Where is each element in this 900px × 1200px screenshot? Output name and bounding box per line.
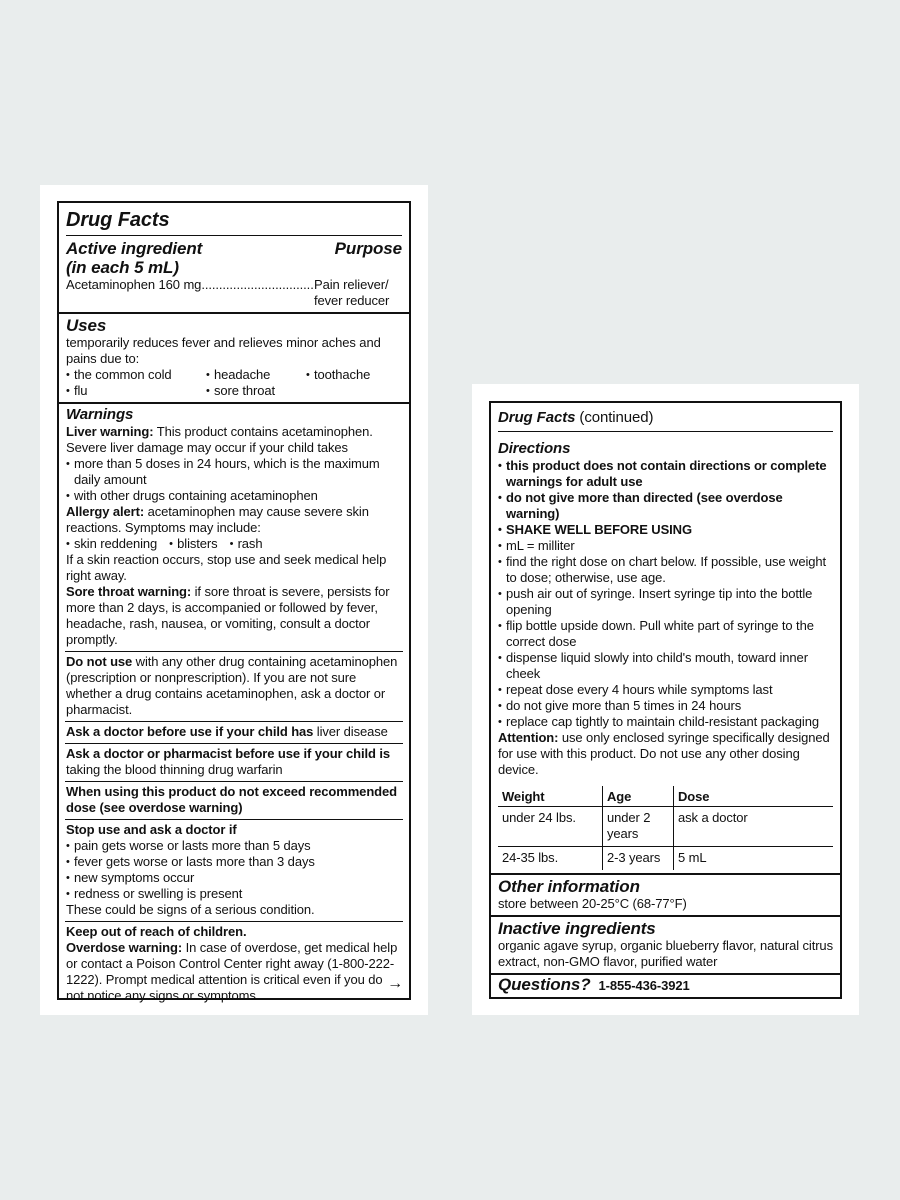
table-header: Dose <box>674 786 834 807</box>
ingredient-name: Acetaminophen 160 mg <box>66 277 202 292</box>
paragraph-lead: Do not use <box>66 654 133 669</box>
paragraph <box>66 784 402 816</box>
bullet-item: • do not give more than 5 times in 24 hours <box>498 698 833 714</box>
questions-phone: 1-855-436-3921 <box>598 978 690 993</box>
continued-title-main: Drug Facts <box>498 409 576 426</box>
continued-title-suffix: (continued) <box>575 409 654 426</box>
paragraph-text: taking the blood thinning drug warfarin <box>66 762 283 777</box>
bullet-list <box>66 838 402 902</box>
bullet-list <box>66 456 402 504</box>
paragraph <box>66 424 402 456</box>
paragraph-lead: Stop use and ask a doctor if <box>66 822 237 837</box>
right-sections <box>491 438 840 973</box>
section-heading: Uses <box>66 316 107 335</box>
paragraph <box>66 940 402 1004</box>
table-header-row <box>498 786 833 807</box>
bullet-columns <box>66 367 402 399</box>
paragraph-lead: When using this product do not exceed recommended dose (see overdose warning) <box>66 784 397 815</box>
section <box>65 921 403 1007</box>
bullet-item: • flu <box>66 383 206 399</box>
drug-facts-panel <box>40 185 428 1015</box>
paragraph <box>66 654 402 718</box>
paragraph <box>66 552 402 584</box>
table-header: Weight <box>498 786 603 807</box>
bullet-item: • find the right dose on chart below. If possible, use weight to dose; otherwise, use age. <box>498 554 833 586</box>
drug-facts-continued-panel <box>472 384 859 1015</box>
paragraph-lead: Attention: <box>498 730 559 745</box>
active-ingredient-row <box>66 277 402 309</box>
bullet-item: • pain gets worse or lasts more than 5 days <box>66 838 402 854</box>
questions-label: Questions? <box>498 975 591 994</box>
paragraph-text: if sore throat is severe, persists for more than 2 days, is accompanied or followed by fever, headache, rash, nausea, or vomiting, consult a doctor promptly. <box>66 584 390 647</box>
paragraph <box>66 822 402 838</box>
section-heading: Directions <box>498 440 571 457</box>
table-cell: 2-3 years <box>603 847 674 871</box>
paragraph-text: In case of overdose, get medical help or contact a Poison Control Center right away (1-800-222-1222). Prompt medical attention is critical even if you do not notice any signs or symptoms. <box>66 940 398 1003</box>
section <box>59 312 409 402</box>
section-heading: Warnings <box>66 406 134 423</box>
bullet-item: • new symptoms occur <box>66 870 402 886</box>
paragraph-lead: Keep out of reach of children. <box>66 924 247 939</box>
bullet-item: • rash <box>230 536 263 552</box>
paragraph-text: If a skin reaction occurs, stop use and seek medical help right away. <box>66 552 387 583</box>
section <box>65 651 403 721</box>
section-heading: Inactive ingredients <box>498 919 656 938</box>
paragraph-text: temporarily reduces fever and relieves minor aches and pains due to: <box>66 335 381 366</box>
bullet-item: • the common cold <box>66 367 206 383</box>
continue-arrow-icon: → <box>387 975 403 992</box>
paragraph-text: with any other drug containing acetaminophen (prescription or nonprescription). If you are not sure whether a drug contains acetaminophen, ask a doctor or pharmacist. <box>66 654 398 717</box>
paragraph-lead: Sore throat warning: <box>66 584 192 599</box>
bullet-item: • headache <box>206 367 306 383</box>
paragraph <box>66 335 402 367</box>
section <box>491 915 840 973</box>
paragraph-text: liver disease <box>313 724 388 739</box>
bullet-item: • more than 5 doses in 24 hours, which is the maximum daily amount <box>66 456 402 488</box>
table-cell: under 2 years <box>603 807 674 847</box>
bullet-item: • flip bottle upside down. Pull white part of syringe to the correct dose <box>498 618 833 650</box>
paragraph <box>66 504 402 536</box>
section-heading: Other information <box>498 877 640 896</box>
section <box>65 721 403 743</box>
table-cell: ask a doctor <box>674 807 834 847</box>
section <box>65 781 403 819</box>
bullet-item: • sore throat <box>206 383 306 399</box>
bullet-item: • replace cap tightly to maintain child-resistant packaging <box>498 714 833 730</box>
table-row <box>498 847 833 871</box>
paragraph <box>498 938 833 970</box>
paragraph <box>66 924 402 940</box>
section <box>491 873 840 915</box>
purpose-heading: Purpose <box>334 239 402 258</box>
bullet-item: • blisters <box>169 536 217 552</box>
bullet-item: • this product does not contain directions or complete warnings for adult use <box>498 458 833 490</box>
bullet-item: • do not give more than directed (see overdose warning) <box>498 490 833 522</box>
section <box>59 402 409 651</box>
section <box>65 743 403 781</box>
paragraph-lead: Liver warning: <box>66 424 154 439</box>
table-cell: 5 mL <box>674 847 834 871</box>
bullet-item: • push air out of syringe. Insert syringe tip into the bottle opening <box>498 586 833 618</box>
leader-dots <box>201 277 314 293</box>
bullet-list <box>498 458 833 730</box>
paragraph <box>498 896 833 912</box>
bullet-columns <box>66 536 402 552</box>
section <box>65 819 403 921</box>
bullet-item: • repeat dose every 4 hours while symptoms last <box>498 682 833 698</box>
questions-section <box>491 973 840 997</box>
bullet-item: • with other drugs containing acetaminophen <box>66 488 402 504</box>
paragraph-lead: Allergy alert: <box>66 504 145 519</box>
bullet-item: • fever gets worse or lasts more than 3 days <box>66 854 402 870</box>
table-header: Age <box>603 786 674 807</box>
paragraph-text: store between 20-25°C (68-77°F) <box>498 896 687 911</box>
paragraph <box>66 724 402 740</box>
left-sections <box>59 312 409 1007</box>
bullet-item: • toothache <box>306 367 396 383</box>
bullet-item: • skin reddening <box>66 536 157 552</box>
bullet-item: • dispense liquid slowly into child's mouth, toward inner cheek <box>498 650 833 682</box>
drug-facts-continued-box <box>489 401 842 999</box>
bullet-item: • redness or swelling is present <box>66 886 402 902</box>
table-cell: 24-35 lbs. <box>502 850 559 865</box>
table-row <box>498 807 833 847</box>
section <box>491 438 840 873</box>
active-ingredient-heading <box>66 239 202 277</box>
paragraph <box>66 584 402 648</box>
paragraph-lead: Overdose warning: <box>66 940 183 955</box>
title-rule <box>66 235 402 236</box>
title-section <box>59 203 409 312</box>
drug-facts-box <box>57 201 411 1003</box>
table-cell: under 24 lbs. <box>498 807 603 847</box>
bullet-item: • mL = milliter <box>498 538 833 554</box>
paragraph-lead: Ask a doctor or pharmacist before use if your child is <box>66 746 391 761</box>
paragraph <box>498 730 833 778</box>
paragraph-text: acetaminophen may cause severe skin reactions. Symptoms may include: <box>66 504 369 535</box>
paragraph-lead: Ask a doctor before use if your child has <box>66 724 314 739</box>
dosing-table <box>498 786 833 870</box>
continued-title <box>498 405 833 429</box>
paragraph-text: These could be signs of a serious condition. <box>66 902 315 917</box>
paragraph <box>66 746 402 778</box>
active-heading-line1: Active ingredient <box>66 239 203 258</box>
continued-title-section <box>491 403 840 438</box>
bullet-item: • SHAKE WELL BEFORE USING <box>498 522 833 538</box>
ingredient-purpose: Pain reliever/ fever reducer <box>314 277 390 308</box>
paragraph-text: organic agave syrup, organic blueberry flavor, natural citrus extract, non-GMO flavor, purified water <box>498 938 833 969</box>
paragraph <box>66 902 402 918</box>
continued-title-rule <box>498 431 833 432</box>
paragraph-text: This product contains acetaminophen. Severe liver damage may occur if your child takes <box>66 424 373 455</box>
active-ingredient-header <box>66 239 402 277</box>
paragraph-text: use only enclosed syringe specifically designed for use with this product. Do not use any other dosing device. <box>498 730 830 777</box>
active-heading-line2: (in each 5 mL) <box>66 258 179 277</box>
drug-facts-title: Drug Facts <box>66 209 170 231</box>
